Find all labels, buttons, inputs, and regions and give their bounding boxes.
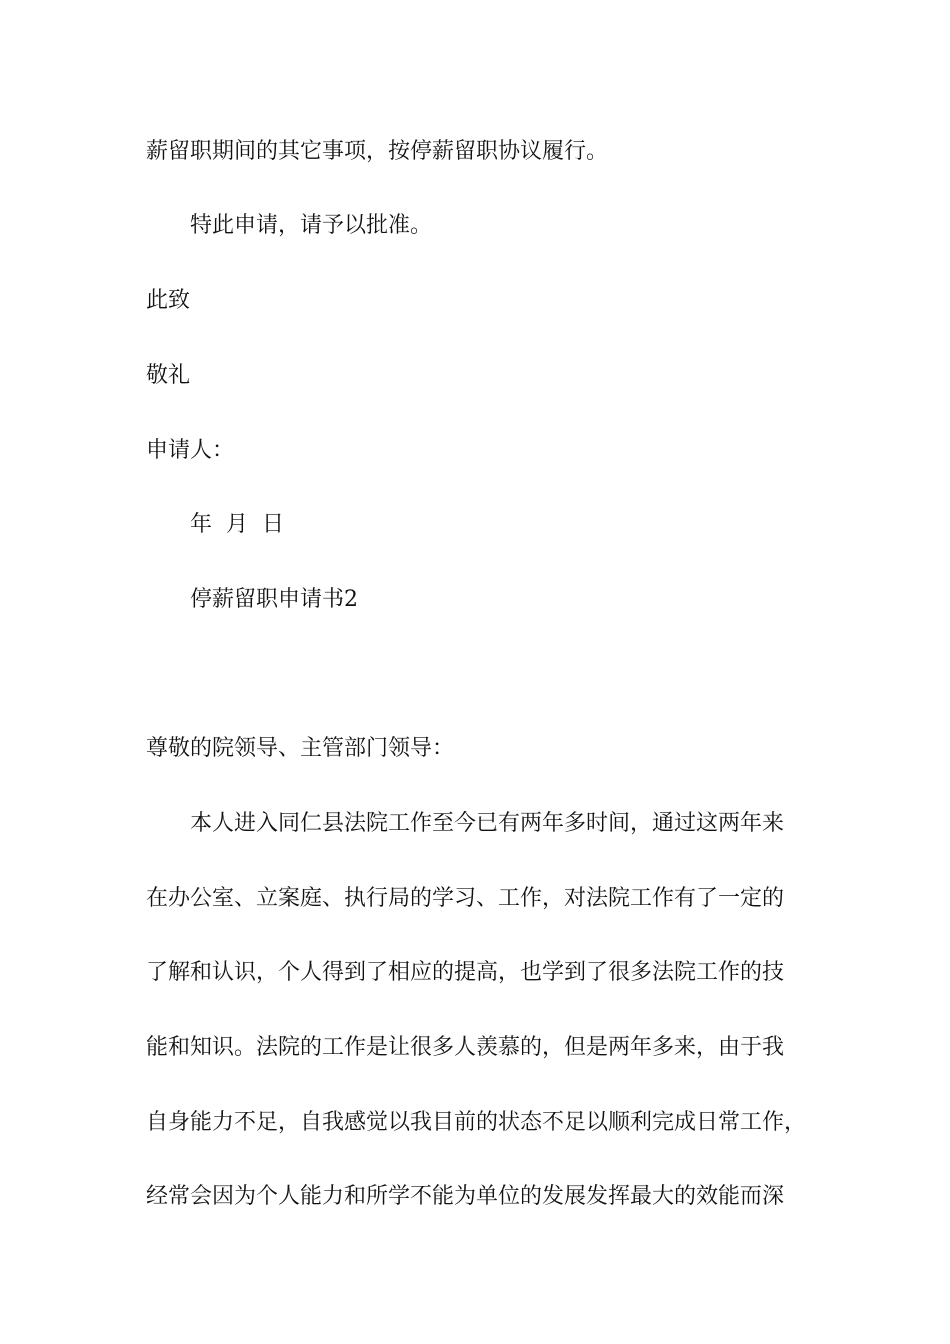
body-line: 经常会因为个人能力和所学不能为单位的发展发挥最大的效能而深 [146,1184,785,1209]
body-line: 能和知识。法院的工作是让很多人羡慕的，但是两年多来，由于我 [146,1035,785,1060]
date-line: 年 月 日 [190,512,284,537]
section-title: 停薪留职申请书2 [190,587,358,612]
closing-line-2: 敬礼 [146,363,191,388]
applicant-label: 申请人： [146,438,235,463]
body-line: 在办公室、立案庭、执行局的学习、工作，对法院工作有了一定的 [146,886,785,911]
salutation: 尊敬的院领导、主管部门领导： [146,736,455,761]
body-line: 了解和认识，个人得到了相应的提高，也学到了很多法院工作的技 [146,960,785,985]
body-line: 自身能力不足，自我感觉以我目前的状态不足以顺利完成日常工作， [146,1110,807,1135]
paragraph-line: 薪留职期间的其它事项，按停薪留职协议履行。 [146,139,609,164]
closing-line-1: 此致 [146,288,191,313]
request-sentence: 特此申请，请予以批准。 [190,213,433,238]
body-line: 本人进入同仁县法院工作至今已有两年多时间，通过这两年来 [190,811,785,836]
